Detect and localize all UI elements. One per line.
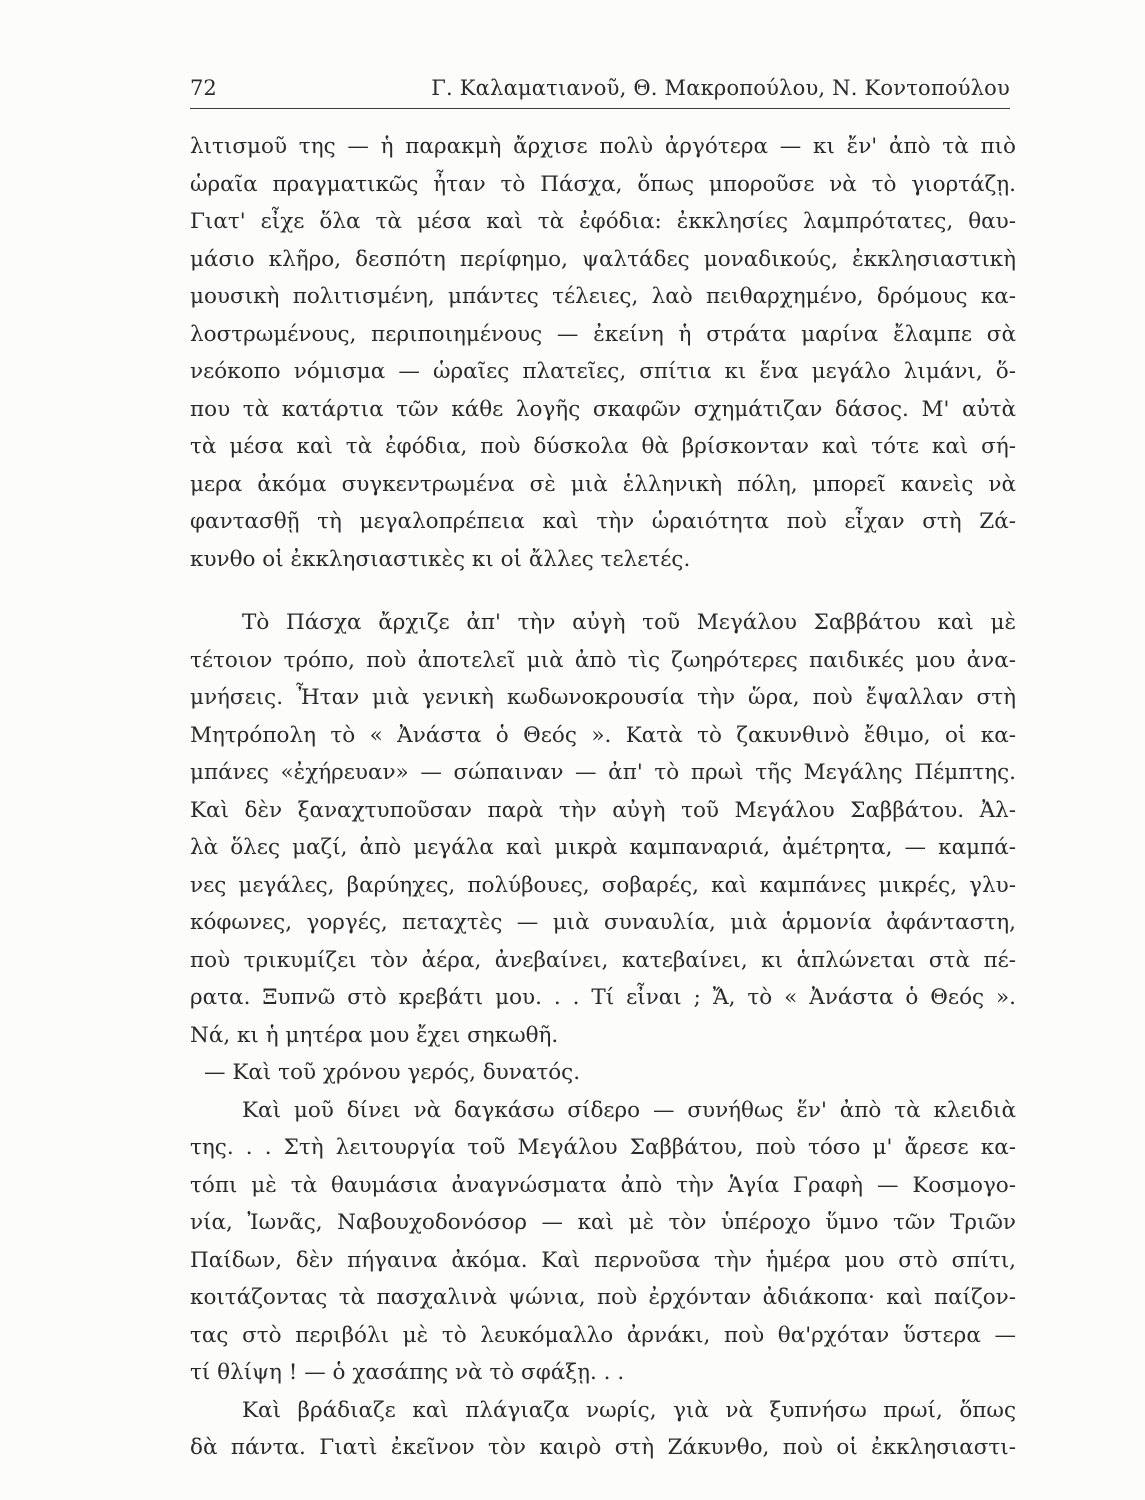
text-line: Γιατ' εἶχε ὅλα τὰ μέσα καὶ τὰ ἐφόδια: ἐκκλησίες λαμπρότατες, θαυ- <box>190 209 1016 234</box>
text-line: μνήσεις. Ἦταν μιὰ γενικὴ κωδωνοκρουσία τὴν ὥρα, ποὺ ἔψαλλαν στὴ <box>190 685 1016 710</box>
text-line: Καὶ δὲν ξαναχτυποῦσαν παρὰ τὴν αὐγὴ τοῦ Μεγάλου Σαββάτου. Ἀλ- <box>190 797 1016 823</box>
text-line: ὡραῖα πραγματικῶς ἦταν τὸ Πάσχα, ὅπως μποροῦσε νὰ τὸ γιορτάζῃ. <box>190 171 1016 197</box>
page-number: 72 <box>190 76 217 100</box>
paragraph-2 <box>190 604 1016 1054</box>
text-line: μπάνες «ἐχήρευαν» — σώπαιναν — ἀπ' τὸ πρωὶ τῆς Μεγάλης Πέμπτης. <box>190 760 1016 785</box>
text-line: Μητρόπολη τὸ « Ἀνάστα ὁ Θεός ». Κατὰ τὸ ζακυνθινὸ ἔθιμο, οἱ κα- <box>190 722 1016 748</box>
body-text <box>190 128 1016 1467</box>
text-line: νεόκοπο νόμισμα — ὡραῖες πλατεῖες, σπίτια κι ἕνα μεγάλο λιμάνι, ὅ- <box>190 359 1016 384</box>
text-line: λὰ ὅλες μαζί, ἀπὸ μεγάλα καὶ μικρὰ καμπαναριά, ἀμέτρητα, — καμπά- <box>190 835 1016 860</box>
running-title: Γ. Καλαματιανοῦ, Θ. Μακροπούλου, Ν. Κοντοπούλου <box>431 76 1010 100</box>
text-line: λιτισμοῦ της — ἡ παρακμὴ ἄρχισε πολὺ ἀργότερα — κι ἔν' ἀπὸ τὰ πιὸ <box>190 134 1016 159</box>
text-line: τὰ μέσα καὶ τὰ ἐφόδια, ποὺ δύσκολα θὰ βρίσκονταν καὶ τότε καὶ σή- <box>190 434 1016 459</box>
text-line: τας στὸ περιβόλι μὲ τὸ λευκόμαλλο ἀρνάκι, ποὺ θα'ρχόταν ὕστερα — <box>190 1322 1016 1348</box>
text-line: φαντασθῇ τὴ μεγαλοπρέπεια καὶ τὴν ὡραιότητα ποὺ εἶχαν στὴ Ζά- <box>190 509 1016 534</box>
text-line: νες μεγάλες, βαρύηχες, πολύβουες, σοβαρές, καὶ καμπάνες μικρές, γλυ- <box>190 872 1016 898</box>
text-line: λοστρωμένους, περιποιημένους — ἐκείνη ἡ στράτα μαρίνα ἔλαμπε σὰ <box>190 321 1016 347</box>
running-header <box>190 72 1010 104</box>
text-line: μάσιο κλῆρο, δεσπότη περίφημο, ψαλτάδες μοναδικούς, ἐκκλησιαστικὴ <box>190 246 1016 272</box>
text-line: Νά, κι ἡ μητέρα μου ἔχει σηκωθῆ. <box>190 1022 559 1048</box>
text-line: Καὶ βράδιαζε καὶ πλάγιαζα νωρίς, γιὰ νὰ ξυπνήσω πρωί, ὅπως <box>242 1397 1016 1423</box>
paragraph-3-dialogue <box>190 1054 1016 1092</box>
text-line: κοιτάζοντας τὰ πασχαλινὰ ψώνια, ποὺ ἐρχόνταν ἀδιάκοπα· καὶ παίζον- <box>190 1285 1016 1310</box>
dialogue-line: — Καὶ τοῦ χρόνου γερός, δυνατός. <box>204 1060 581 1085</box>
header-rule <box>190 108 1010 109</box>
text-line: κυνθο οἱ ἐκκλησιαστικὲς κι οἱ ἄλλες τελετές. <box>190 546 691 572</box>
paragraph-1 <box>190 128 1016 578</box>
text-line: νία, Ἰωνᾶς, Ναβουχοδονόσορ — καὶ μὲ τὸν ὑπέροχο ὕμνο τῶν Τριῶν <box>190 1210 1016 1235</box>
text-line: τί θλίψη ! — ὁ χασάπης νὰ τὸ σφάξῃ. . . <box>190 1360 625 1385</box>
paragraph-5 <box>190 1392 1016 1467</box>
text-line: ποὺ τρικυμίζει τὸν ἀέρα, ἀνεβαίνει, κατεβαίνει, κι ἁπλώνεται στὰ πέ- <box>190 947 1016 973</box>
text-line: ρατα. Ξυπνῶ στὸ κρεβάτι μου. . . Τί εἶναι ; Ἄ, τὸ « Ἀνάστα ὁ Θεός ». <box>190 985 1016 1010</box>
text-line: δὰ πάντα. Γιατὶ ἐκεῖνον τὸν καιρὸ στὴ Ζάκυνθο, ποὺ οἱ ἐκκλησιαστι- <box>190 1435 1016 1460</box>
text-line: μερα ἀκόμα συγκεντρωμένα σὲ μιὰ ἑλληνικὴ πόλη, μπορεῖ κανεὶς νὰ <box>190 471 1016 497</box>
text-line: που τὰ κατάρτια τῶν κάθε λογῆς σκαφῶν σχημάτιζαν δάσος. Μ' αὐτὰ <box>190 396 1016 422</box>
text-line: Καὶ μοῦ δίνει νὰ δαγκάσω σίδερο — συνήθως ἕν' ἀπὸ τὰ κλειδιὰ <box>242 1097 1016 1123</box>
text-line: Τὸ Πάσχα ἄρχιζε ἀπ' τὴν αὐγὴ τοῦ Μεγάλου Σαββάτου καὶ μὲ <box>242 610 1016 635</box>
text-line: μουσικὴ πολιτισμένη, μπάντες τέλειες, λαὸ πειθαρχημένο, δρόμους κα- <box>190 284 1016 309</box>
paragraph-gap <box>190 578 1016 604</box>
text-line: τόπι μὲ τὰ θαυμάσια ἀναγνώσματα ἀπὸ τὴν Ἁγία Γραφὴ — Κοσμογο- <box>190 1172 1016 1198</box>
text-line: κόφωνες, γοργές, πεταχτὲς — μιὰ συναυλία, μιὰ ἁρμονία ἀφάνταστη, <box>190 910 1016 935</box>
text-line: τέτοιον τρόπο, ποὺ ἀποτελεῖ μιὰ ἀπὸ τὶς ζωηρότερες παιδικές μου ἀνα- <box>190 647 1016 673</box>
paragraph-4 <box>190 1092 1016 1392</box>
text-line: Παίδων, δὲν πήγαινα ἀκόμα. Καὶ περνοῦσα τὴν ἡμέρα μου στὸ σπίτι, <box>190 1247 1016 1273</box>
text-line: της. . . Στὴ λειτουργία τοῦ Μεγάλου Σαββάτου, ποὺ τόσο μ' ἄρεσε κα- <box>190 1135 1016 1160</box>
